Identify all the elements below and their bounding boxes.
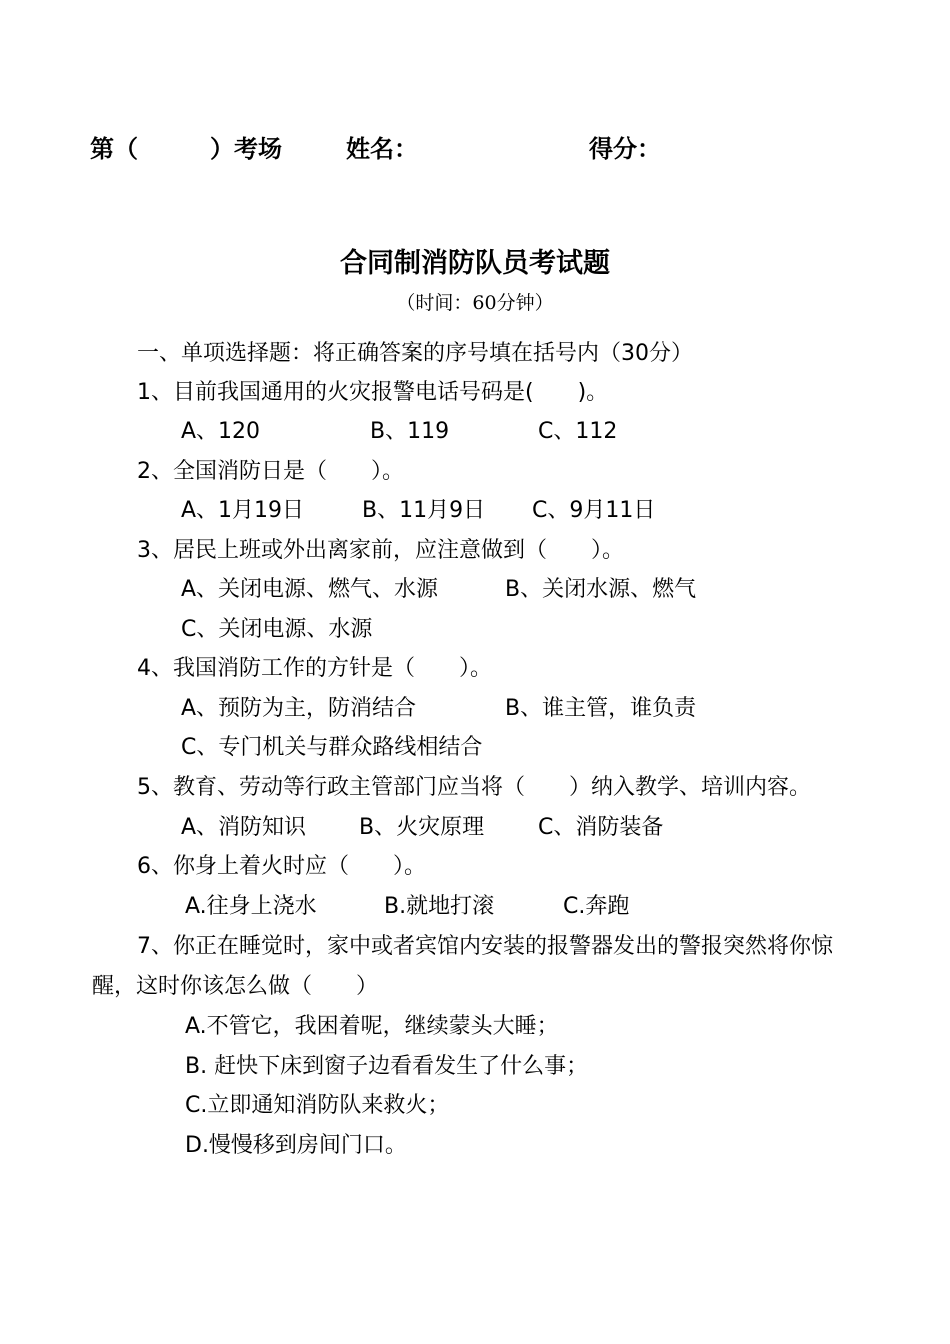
q3-option-a: A、关闭电源、燃气、水源 — [181, 577, 439, 602]
section-heading: 一、单项选择题：将正确答案的序号填在括号内（30分） — [137, 341, 693, 366]
q1-option-b: B、119 — [370, 419, 450, 444]
q2-option-a: A、1月19日 — [181, 498, 305, 523]
exam-subtitle: （时间：60分钟） — [396, 292, 554, 314]
q5-option-a: A、消防知识 — [181, 815, 307, 840]
q7-option-b: B. 赶快下床到窗子边看看发生了什么事； — [185, 1054, 589, 1079]
exam-title: 合同制消防队员考试题 — [340, 248, 610, 279]
q1-option-c: C、112 — [538, 419, 618, 444]
question-6: 6、你身上着火时应（ ）。 — [137, 854, 426, 879]
question-1: 1、目前我国通用的火灾报警电话号码是( )。 — [137, 380, 609, 405]
q1-option-a: A、120 — [181, 419, 261, 444]
q6-option-b: B.就地打滚 — [384, 894, 495, 919]
q4-option-a: A、预防为主，防消结合 — [181, 696, 417, 721]
question-7-line2: 醒，这时你该怎么做（ ） — [92, 974, 379, 999]
q7-option-d: D.慢慢移到房间门口。 — [185, 1133, 407, 1158]
q4-option-c: C、专门机关与群众路线相结合 — [181, 735, 483, 760]
q7-option-c: C.立即通知消防队来救火； — [185, 1093, 450, 1118]
q3-option-c: C、关闭电源、水源 — [181, 617, 373, 642]
q7-option-a: A.不管它，我困着呢，继续蒙头大睡； — [185, 1014, 559, 1039]
q6-option-c: C.奔跑 — [563, 894, 630, 919]
question-5: 5、教育、劳动等行政主管部门应当将（ ）纳入教学、培训内容。 — [137, 775, 811, 800]
q3-option-b: B、关闭水源、燃气 — [505, 577, 697, 602]
score-label: 得分： — [589, 135, 661, 163]
question-4: 4、我国消防工作的方针是（ ）。 — [137, 656, 492, 681]
q5-option-b: B、火灾原理 — [359, 815, 485, 840]
q2-option-b: B、11月9日 — [362, 498, 486, 523]
question-2: 2、全国消防日是（ ）。 — [137, 459, 404, 484]
q2-option-c: C、9月11日 — [532, 498, 656, 523]
exam-room-label: 第（ ）考场 — [90, 135, 282, 163]
name-label: 姓名： — [346, 135, 418, 163]
question-3: 3、居民上班或外出离家前，应注意做到（ ）。 — [137, 538, 624, 563]
q5-option-c: C、消防装备 — [538, 815, 664, 840]
q6-option-a: A.往身上浇水 — [185, 894, 317, 919]
question-7-line1: 7、你正在睡觉时，家中或者宾馆内安装的报警器发出的警报突然将你惊 — [137, 934, 833, 959]
q4-option-b: B、谁主管，谁负责 — [505, 696, 697, 721]
